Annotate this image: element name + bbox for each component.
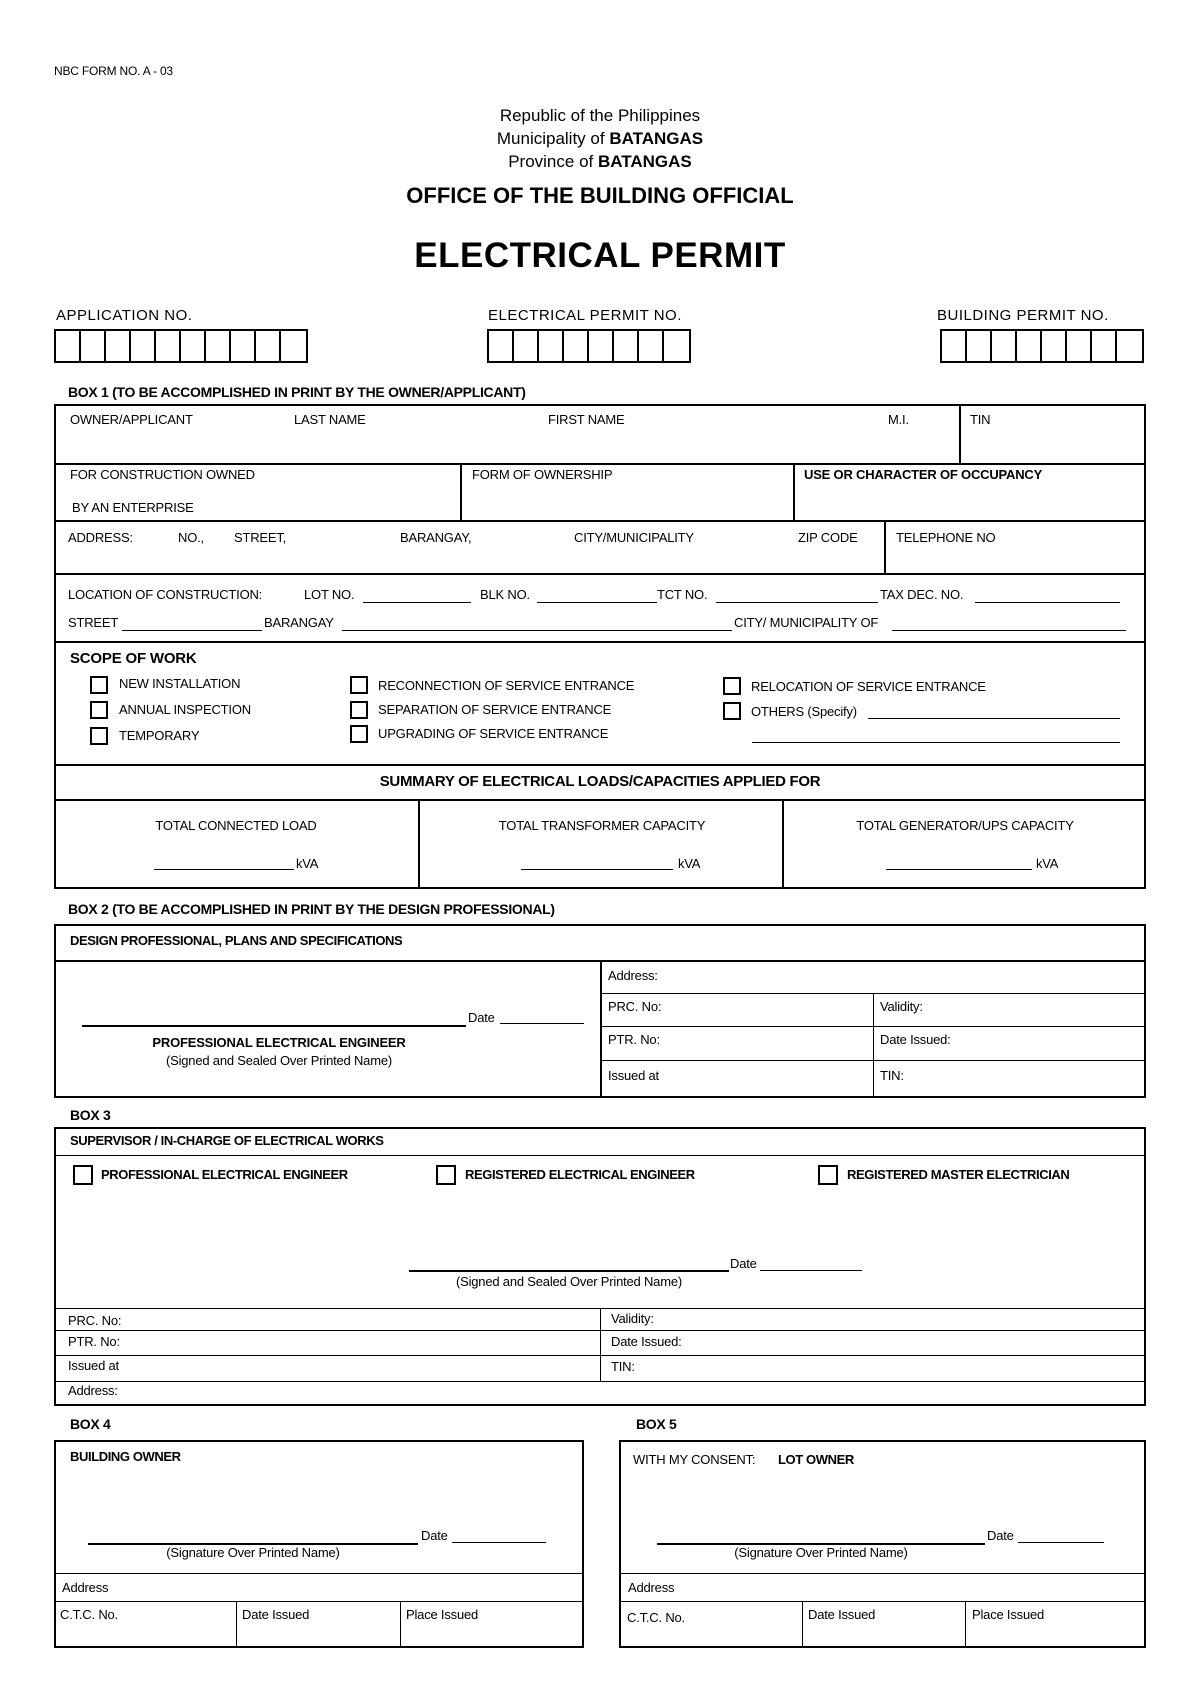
engineer-signature-line[interactable] (82, 1025, 466, 1027)
total-generator-line[interactable] (886, 869, 1032, 870)
telephone-label: TELEPHONE NO (896, 530, 996, 545)
box1-heading: BOX 1 (TO BE ACCOMPLISHED IN PRINT BY THE OWNER/APPLICANT) (68, 384, 526, 400)
box5-date-label: Date (987, 1528, 1014, 1543)
tct-no-label: TCT NO. (657, 587, 708, 602)
barangay2-line[interactable] (342, 630, 732, 631)
relocation-label: RELOCATION OF SERVICE ENTRANCE (751, 679, 986, 694)
address-no-label: NO., (178, 530, 204, 545)
total-connected-unit: kVA (296, 856, 319, 871)
box5-heading: BOX 5 (636, 1416, 677, 1432)
box3-issued-at-label: Issued at (68, 1358, 119, 1373)
box5-place-issued-label: Place Issued (972, 1607, 1045, 1622)
blk-no-line[interactable] (537, 602, 657, 603)
box2-date-issued-label: Date Issued: (880, 1032, 951, 1047)
total-generator-label: TOTAL GENERATOR/UPS CAPACITY (856, 818, 1074, 833)
registered-engineer-label: REGISTERED ELECTRICAL ENGINEER (465, 1167, 695, 1182)
lot-no-line[interactable] (363, 602, 471, 603)
others-checkbox[interactable] (723, 702, 741, 720)
mi-label: M.I. (888, 412, 909, 427)
supervisor-signed-note: (Signed and Sealed Over Printed Name) (455, 1274, 682, 1289)
city-of-line[interactable] (892, 630, 1126, 631)
box4-date-line[interactable] (452, 1542, 546, 1543)
street2-label: STREET (68, 615, 119, 630)
box3-heading: BOX 3 (70, 1107, 111, 1123)
separation-label: SEPARATION OF SERVICE ENTRANCE (378, 702, 612, 717)
box2-validity-label: Validity: (880, 999, 923, 1014)
upgrading-label: UPGRADING OF SERVICE ENTRANCE (378, 726, 609, 741)
design-professional-section: DESIGN PROFESSIONAL, PLANS AND SPECIFICATIONS (70, 933, 403, 948)
others-line-1[interactable] (868, 718, 1120, 719)
annual-inspection-label: ANNUAL INSPECTION (119, 702, 251, 717)
engineer-signed-note: (Signed and Sealed Over Printed Name) (165, 1053, 392, 1068)
consent-label: WITH MY CONSENT: (633, 1452, 756, 1467)
box3-tin-label: TIN: (611, 1359, 635, 1374)
address-label: ADDRESS: (68, 530, 133, 545)
electrical-permit-no-label: ELECTRICAL PERMIT NO. (488, 307, 682, 324)
republic-line: Republic of the Philippines (499, 106, 701, 125)
box2-issued-at-label: Issued at (608, 1068, 659, 1083)
box4-ctc-label: C.T.C. No. (60, 1607, 118, 1622)
address-barangay-label: BARANGAY, (400, 530, 472, 545)
address-street-label: STREET, (234, 530, 287, 545)
tin-label: TIN (970, 412, 991, 427)
others-line-2[interactable] (752, 742, 1120, 743)
box5-ctc-label: C.T.C. No. (627, 1610, 685, 1625)
box2-ptr-label: PTR. No: (608, 1032, 660, 1047)
engineer-title: PROFESSIONAL ELECTRICAL ENGINEER (152, 1035, 406, 1050)
reconnection-checkbox[interactable] (350, 676, 368, 694)
owner-applicant-label: OWNER/APPLICANT (70, 412, 193, 427)
total-transformer-line[interactable] (521, 869, 673, 870)
for-construction-label: FOR CONSTRUCTION OWNED (70, 467, 255, 482)
municipality-line: Municipality of BATANGAS (496, 129, 704, 148)
registered-engineer-checkbox[interactable] (436, 1165, 456, 1185)
lot-owner-label: LOT OWNER (778, 1452, 854, 1467)
address-city-label: CITY/MUNICIPALITY (574, 530, 694, 545)
last-name-label: LAST NAME (294, 412, 366, 427)
box4-place-issued-label: Place Issued (406, 1607, 479, 1622)
box5-date-issued-label: Date Issued (808, 1607, 876, 1622)
building-owner-section: BUILDING OWNER (70, 1449, 181, 1464)
new-installation-checkbox[interactable] (90, 676, 108, 694)
box4-date-label: Date (421, 1528, 448, 1543)
header-block (0, 104, 1200, 173)
total-generator-unit: kVA (1036, 856, 1059, 871)
building-permit-no-label: BUILDING PERMIT NO. (937, 307, 1109, 324)
form-number: NBC FORM NO. A - 03 (54, 64, 173, 78)
box4-signature-note: (Signature Over Printed Name) (166, 1545, 340, 1560)
tax-dec-label: TAX DEC. NO. (880, 587, 964, 602)
total-transformer-label: TOTAL TRANSFORMER CAPACITY (498, 818, 706, 833)
relocation-checkbox[interactable] (723, 677, 741, 695)
separation-checkbox[interactable] (350, 701, 368, 719)
electrical-permit-no-field[interactable] (487, 329, 691, 363)
blk-no-label: BLK NO. (480, 587, 530, 602)
street2-line[interactable] (122, 630, 262, 631)
box2-date-label: Date (468, 1010, 495, 1025)
tax-dec-line[interactable] (975, 602, 1120, 603)
upgrading-checkbox[interactable] (350, 725, 368, 743)
box2-prc-label: PRC. No: (608, 999, 662, 1014)
box5-address-label: Address (628, 1580, 675, 1595)
scope-title: SCOPE OF WORK (70, 650, 197, 667)
barangay2-label: BARANGAY (264, 615, 334, 630)
total-transformer-unit: kVA (678, 856, 701, 871)
professional-engineer-label: PROFESSIONAL ELECTRICAL ENGINEER (101, 1167, 348, 1182)
box4-address-label: Address (62, 1580, 109, 1595)
city-of-label: CITY/ MUNICIPALITY OF (734, 615, 879, 630)
box4-date-issued-label: Date Issued (242, 1607, 310, 1622)
total-connected-line[interactable] (154, 869, 294, 870)
box4-heading: BOX 4 (70, 1416, 111, 1432)
new-installation-label: NEW INSTALLATION (119, 676, 241, 691)
box2-tin-label: TIN: (880, 1068, 904, 1083)
province-line: Province of BATANGAS (508, 152, 692, 171)
box5-signature-note: (Signature Over Printed Name) (734, 1545, 908, 1560)
box3-date-issued-label: Date Issued: (611, 1334, 682, 1349)
temporary-label: TEMPORARY (119, 728, 200, 743)
master-electrician-checkbox[interactable] (818, 1165, 838, 1185)
box2-date-line[interactable] (500, 1023, 584, 1024)
lot-no-label: LOT NO. (304, 587, 355, 602)
box3-prc-label: PRC. No: (68, 1313, 122, 1328)
box2-address-label: Address: (608, 968, 658, 983)
box3-date-label: Date (730, 1256, 757, 1271)
total-connected-label: TOTAL CONNECTED LOAD (155, 818, 317, 833)
others-label: OTHERS (Specify) (751, 704, 857, 719)
building-permit-no-field[interactable] (940, 329, 1144, 363)
page-title: ELECTRICAL PERMIT (414, 236, 786, 275)
summary-title: SUMMARY OF ELECTRICAL LOADS/CAPACITIES APPLIED FOR (379, 773, 821, 790)
by-enterprise-label: BY AN ENTERPRISE (72, 500, 194, 515)
box3-address-label: Address: (68, 1383, 118, 1398)
box5-date-line[interactable] (1018, 1542, 1104, 1543)
annual-inspection-checkbox[interactable] (90, 701, 108, 719)
master-electrician-label: REGISTERED MASTER ELECTRICIAN (847, 1167, 1070, 1182)
zip-code-label: ZIP CODE (798, 530, 858, 545)
use-occupancy-label: USE OR CHARACTER OF OCCUPANCY (804, 467, 1043, 482)
temporary-checkbox[interactable] (90, 727, 108, 745)
box3-ptr-label: PTR. No: (68, 1334, 120, 1349)
application-no-field[interactable] (54, 329, 308, 363)
box3-date-line[interactable] (760, 1270, 862, 1271)
office-title: OFFICE OF THE BUILDING OFFICIAL (406, 183, 794, 208)
form-of-ownership-label: FORM OF OWNERSHIP (472, 467, 613, 482)
box3-validity-label: Validity: (611, 1311, 654, 1326)
location-label: LOCATION OF CONSTRUCTION: (68, 587, 263, 602)
application-no-label: APPLICATION NO. (56, 307, 193, 324)
tct-no-line[interactable] (716, 602, 878, 603)
box2-heading: BOX 2 (TO BE ACCOMPLISHED IN PRINT BY THE DESIGN PROFESSIONAL) (68, 901, 555, 917)
professional-engineer-checkbox[interactable] (73, 1165, 93, 1185)
supervisor-section: SUPERVISOR / IN-CHARGE OF ELECTRICAL WORKS (70, 1133, 384, 1148)
reconnection-label: RECONNECTION OF SERVICE ENTRANCE (378, 678, 635, 693)
first-name-label: FIRST NAME (548, 412, 625, 427)
supervisor-signature-line[interactable] (409, 1270, 729, 1272)
